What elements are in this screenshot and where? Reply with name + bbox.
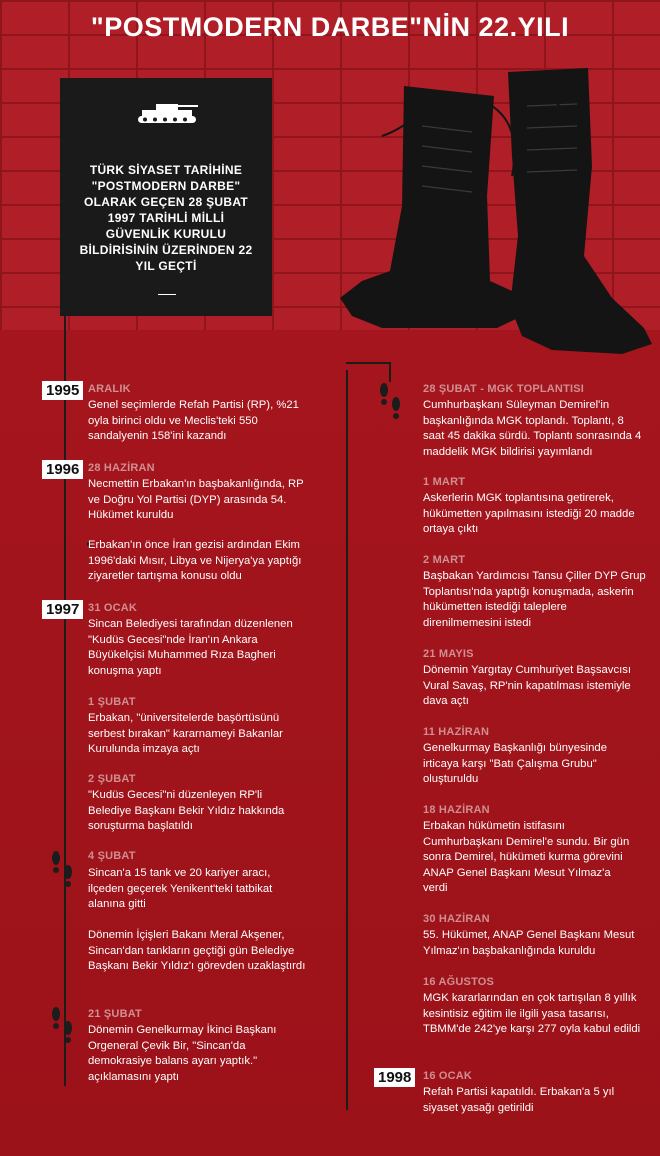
entry-text: Askerlerin MGK toplantısına getirerek, hükümetten yapılmasını istediği 20 madde ortaya çıktı xyxy=(423,492,635,535)
entry-date: 2 ŞUBAT xyxy=(88,773,136,785)
entry-date: 21 ŞUBAT xyxy=(88,1008,142,1020)
entry-text: Dönemin İçişleri Bakanı Meral Akşener, Sincan'dan tankların geçtiği gün Belediye Başkanı Bekir Yıldız'ı görevden uzaklaştırdı xyxy=(88,929,306,972)
timeline-line-right xyxy=(346,370,348,1110)
year-badge: 1997 xyxy=(42,600,83,619)
intro-divider xyxy=(158,294,176,295)
entry-text: MGK kararlarından en çok tartışılan 8 yıllık kesintisiz eğitim ile ilgili yasa tasarısı, TBMM'de 242'ye karşı 277 oyla kabul edildi xyxy=(423,992,641,1035)
entry-text: Sincan Belediyesi tarafından düzenlenen "Kudüs Gecesi"nde İran'ın Ankara Büyükelçisi Muhammed Rıza Bagheri konuşma yaptı xyxy=(88,618,293,677)
entry-date: 31 OCAK xyxy=(88,602,138,614)
timeline-line-right-top xyxy=(346,362,391,364)
year-badge: 1996 xyxy=(42,460,83,479)
footprints-icon xyxy=(48,848,76,892)
entry-date: 16 OCAK xyxy=(423,1070,473,1082)
page-title: "POSTMODERN DARBE"NİN 22.YILI xyxy=(90,12,570,42)
entry-text: Dönemin Genelkurmay İkinci Başkanı Orgeneral Çevik Bir, "Sincan'da demokrasiye balans ayarı yaptık." açıklamasını yaptı xyxy=(88,1024,277,1083)
entry-text: Dönemin Yargıtay Cumhuriyet Başsavcısı Vural Savaş, RP'nin kapatılması istemiyle dava açtı xyxy=(423,664,632,707)
entry-date: 1 MART xyxy=(423,476,466,488)
entry-text: Erbakan, "üniversitelerde başörtüsünü serbest bırakan" kararnameyi Bakanlar Kurulunda imzaya açtı xyxy=(88,712,283,755)
entry-date: 18 HAZİRAN xyxy=(423,804,490,816)
tank-icon xyxy=(136,100,198,126)
boots-image xyxy=(322,66,652,376)
footprints-icon xyxy=(48,1004,76,1048)
entry-date: 16 AĞUSTOS xyxy=(423,976,495,988)
entry-text: Genelkurmay Başkanlığı bünyesinde irticaya karşı "Batı Çalışma Grubu" oluşturuldu xyxy=(423,742,607,785)
entry-text: 55. Hükümet, ANAP Genel Başkanı Mesut Yılmaz'ın başbakanlığında kuruldu xyxy=(423,929,635,957)
entry-date: ARALIK xyxy=(88,383,131,395)
entry-date: 30 HAZİRAN xyxy=(423,913,490,925)
entry-date: 11 HAZİRAN xyxy=(423,726,490,738)
timeline-line-right-drop xyxy=(389,362,391,382)
entry-date: 28 HAZİRAN xyxy=(88,462,155,474)
entry-date: 21 MAYIS xyxy=(423,648,474,660)
entry-date: 1 ŞUBAT xyxy=(88,696,136,708)
intro-box xyxy=(60,78,272,316)
timeline-line-left xyxy=(64,316,66,1086)
entry-text: Sincan'a 15 tank ve 20 kariyer aracı, ilçeden geçerek Yenikent'teki tatbikat alanına gitti xyxy=(88,867,273,910)
entry-text: "Kudüs Gecesi"ni düzenleyen RP'li Belediye Başkanı Bekir Yıldız hakkında soruşturma başlatıldı xyxy=(88,789,285,832)
year-badge: 1998 xyxy=(374,1068,415,1087)
entry-text: Refah Partisi kapatıldı. Erbakan'a 5 yıl siyaset yasağı getirildi xyxy=(423,1086,615,1114)
entry-date: 4 ŞUBAT xyxy=(88,850,136,862)
entry-text: Genel seçimlerde Refah Partisi (RP), %21 oyla birinci oldu ve Meclis'teki 550 sandalyenin 158'ini kazandı xyxy=(88,399,299,442)
year-badge: 1995 xyxy=(42,381,83,400)
entry-text: Erbakan hükümetin istifasını Cumhurbaşkanı Demirel'e sundu. Bir gün sonra Demirel, hükümeti kurma görevini ANAP Genel Başkanı Mesut Yılmaz'a verdi xyxy=(423,820,630,894)
entry-date: 28 ŞUBAT - MGK TOPLANTISI xyxy=(423,383,585,395)
entry-text: Başbakan Yardımcısı Tansu Çiller DYP Grup Toplantısı'nda yaptığı konuşmada, askerin hükümetten istediği taleplere direnilmemesini istedi xyxy=(423,570,646,629)
intro-text: TÜRK SİYASET TARİHİNE "POSTMODERN DARBE" OLARAK GEÇEN 28 ŞUBAT 1997 TARİHLİ MİLLİ GÜVENLİK KURULU BİLDİRİSİNİN ÜZERİNDEN 22 YIL GEÇTİ xyxy=(79,163,253,273)
entry-text: Necmettin Erbakan'ın başbakanlığında, RP ve Doğru Yol Partisi (DYP) arasında 54. Hükümet kuruldu xyxy=(88,478,304,521)
entry-date: 2 MART xyxy=(423,554,466,566)
footprints-icon xyxy=(376,380,404,424)
entry-text: Erbakan'ın önce İran gezisi ardından Ekim 1996'daki Mısır, Libya ve Nijerya'ya yaptığı ziyaretler tartışma konusu oldu xyxy=(88,539,302,582)
entry-text: Cumhurbaşkanı Süleyman Demirel'in başkanlığında MGK toplandı. Toplantı, 8 saat 45 dakika sürdü. Toplantı sonrasında 4 maddelik MGK bildirisi yayımlandı xyxy=(423,399,642,458)
